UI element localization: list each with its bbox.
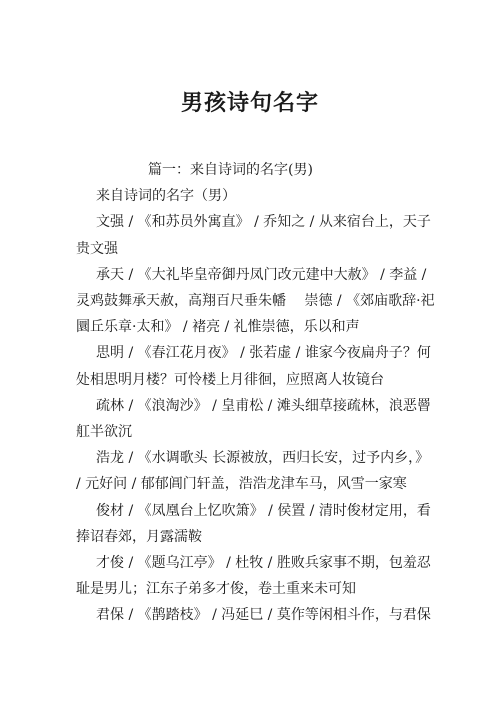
entry-line: 舡半欲沉 (76, 424, 132, 441)
entry-line: 圜丘乐章·太和》 / 褚亮 / 礼惟崇德，乐以和声 (76, 319, 360, 336)
entry-paragraph-shulin (76, 393, 431, 445)
entry-line: 浩龙 / 《水调歌头 长源被放，西归长安，过予内乡，》 (96, 450, 430, 467)
entry-line: 俊材 / 《凤凰台上忆吹箫》 / 侯置 / 清时俊材定用，看 (96, 502, 431, 519)
document-title: 男孩诗句名字 (180, 90, 319, 116)
entry-line: 处相思明月楼？可怜楼上月徘徊，应照离人妆镜台 (76, 371, 384, 388)
entry-paragraph-wenqiang (76, 209, 431, 261)
subheading: 来自诗词的名字（男） (96, 188, 236, 205)
entry-line: 才俊 / 《题乌江亭》 / 杜牧 / 胜败兵家事不期，包羞忍 (96, 555, 431, 572)
entry-line: 承天 / 《大礼毕皇帝御丹凤门改元建中大赦》 / 李益 / (96, 266, 427, 283)
entry-line: 捧诏春郊，月露濡鞍 (76, 528, 202, 545)
entry-line: 君保 / 《鹊踏枝》 / 冯延巳 / 莫作等闲相斗作，与君保 (96, 607, 431, 624)
entry-paragraph-junbao (76, 602, 431, 628)
section-heading: 篇一：来自诗词的名字(男) (148, 162, 313, 178)
entry-paragraph-siming (76, 340, 431, 392)
entry-line: 灵鸡鼓舞承天赦，高翔百尺垂朱幡 崇德 / 《郊庙歌辞·祀 (76, 293, 435, 310)
entry-paragraph-caijun (76, 550, 431, 602)
entry-line: 耻是男儿；江东子弟多才俊，卷土重来未可知 (76, 581, 356, 598)
entry-paragraph-chengtian (76, 262, 435, 341)
entry-line: 思明 / 《春江花月夜》 / 张若虚 / 谁家今夜扁舟子？何 (96, 345, 431, 362)
entry-paragraph-haolong (76, 445, 428, 497)
entry-line: / 元好问 / 郁郁阊门轩盖，浩浩龙津车马，风雪一家寒 (76, 476, 407, 493)
entry-line: 贵文强 (76, 240, 118, 257)
entry-line: 文强 / 《和苏员外寓直》 / 乔知之 / 从来宿台上，天子 (96, 214, 431, 231)
entry-paragraph-juncai (76, 498, 431, 550)
entry-line: 疏林 / 《浪淘沙》 / 皇甫松 / 滩头细草接疏林，浪恶罾 (96, 397, 431, 414)
document-body (76, 157, 435, 629)
